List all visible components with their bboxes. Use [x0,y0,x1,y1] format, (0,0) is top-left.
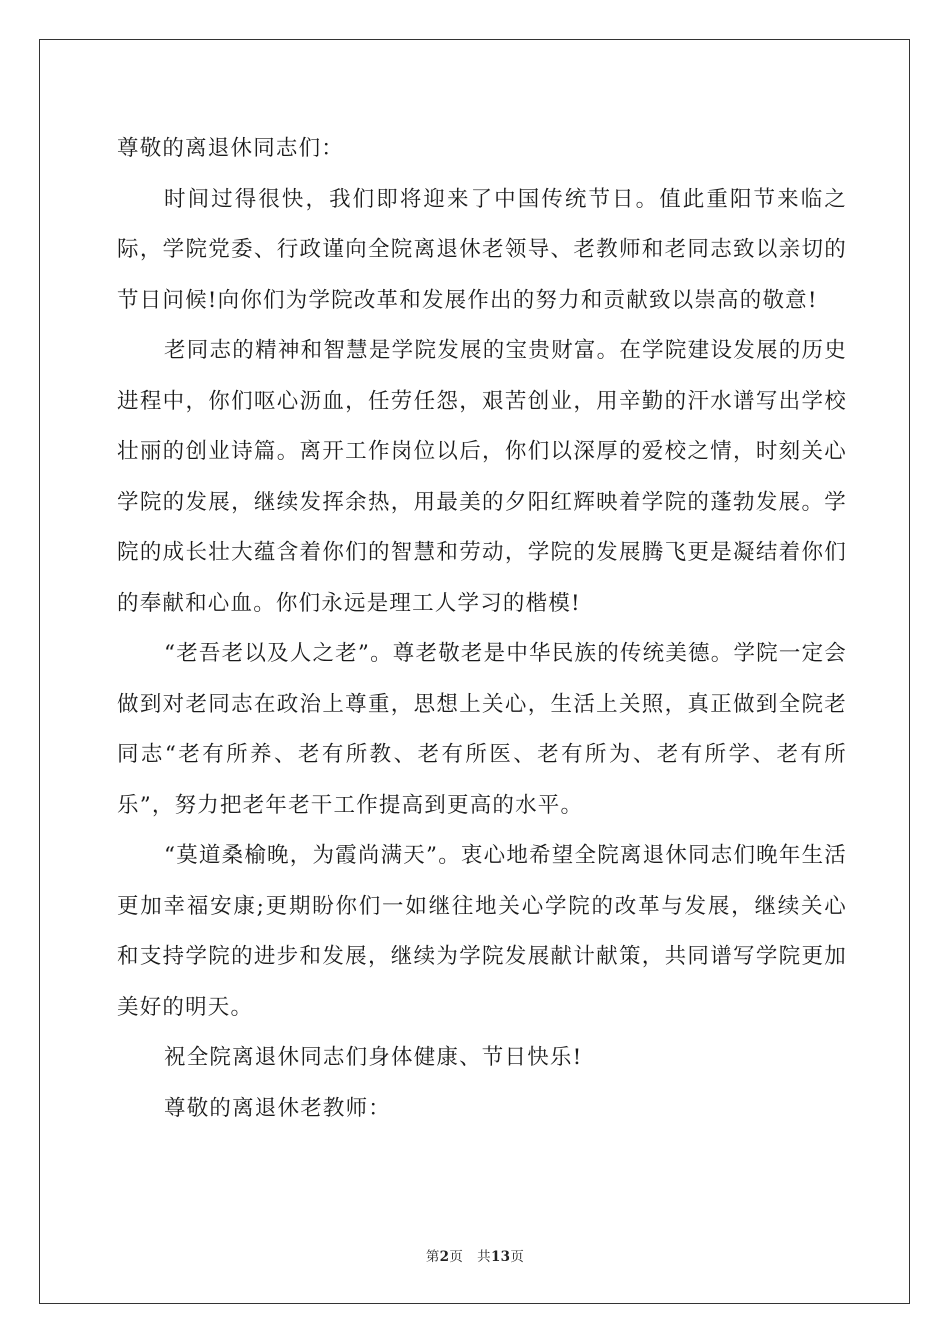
page-prefix: 第 [425,1249,440,1265]
paragraph-2: 老同志的精神和智慧是学院发展的宝贵财富。在学院建设发展的历史进程中，你们呕心沥血，任劳任怨，艰苦创业，用辛勤的汗水谱写出学校壮丽的创业诗篇。离开工作岗位以后，你们以深厚的爱校之情，时刻关心学院的发展，继续发挥余热，用最美的夕阳红辉映着学院的蓬勃发展。学院的成长壮大蕴含着你们的智慧和劳动，学院的发展腾飞更是凝结着你们的奉献和心血。你们永远是理工人学习的楷模! [117,338,847,616]
total-prefix: 共 [477,1249,491,1265]
page-number: 2 [439,1249,450,1265]
salutation: 尊敬的离退休同志们： [117,136,345,161]
second-salutation: 尊敬的离退休老教师： [164,1095,392,1121]
page-suffix: 页 [449,1249,464,1265]
closing-wish: 祝全院离退休同志们身体健康、节日快乐! [164,1045,583,1070]
page-footer [0,1245,950,1265]
total-pages: 13 [490,1249,511,1265]
paragraph-1: 时间过得很快，我们即将迎来了中国传统节日。值此重阳节来临之际，学院党委、行政谨向全院离退休老领导、老教师和老同志致以亲切的节日问候!向你们为学院改革和发展作出的努力和贡献致以崇高的敬意! [117,186,847,313]
document-body [117,124,847,1134]
paragraph-4: “莫道桑榆晚，为霞尚满天”。衷心地希望全院离退休同志们晚年生活更加幸福安康;更期盼你们一如继往地关心学院的改革与发展，继续关心和支持学院的进步和发展，继续为学院发展献计献策，共同谱写学院更加美好的明天。 [117,843,847,1020]
total-suffix: 页 [510,1249,525,1265]
paragraph-3: “老吾老以及人之老”。尊老敬老是中华民族的传统美德。学院一定会做到对老同志在政治上尊重，思想上关心，生活上关照，真正做到全院老同志“老有所养、老有所教、老有所医、老有所为、老有所学、老有所乐”，努力把老年老干工作提高到更高的水平。 [117,641,847,818]
